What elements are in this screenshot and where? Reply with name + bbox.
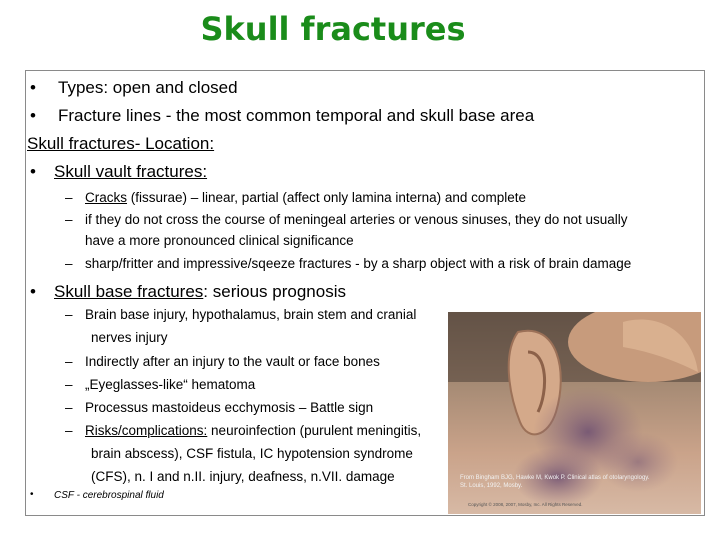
base-item-brain-injury-cont: nerves injury [91,330,168,345]
fracture-lines-bullet: Fracture lines - the most common temporal and skull base area [58,106,535,125]
bullet-icon: • [30,162,36,181]
dash-icon: – [65,423,73,438]
photo-caption [460,474,650,490]
base-item-risks-cont-1: brain abscess), CSF fistula, IC hypotension syndrome [91,446,413,461]
bullet-icon: • [30,282,36,301]
bullet-icon: • [30,106,36,125]
types-bullet: Types: open and closed [58,78,238,97]
bullet-icon: • [30,78,36,97]
photo-copyright: Copyright © 2008, 2007, Mosby, Inc. All Rights Reserved. [468,502,583,507]
dash-icon: – [65,354,73,369]
dash-icon: – [65,212,73,227]
base-heading: Skull base fractures: serious prognosis [54,282,346,301]
photo-caption-line-2: St. Louis, 1992, Mosby. [460,483,523,489]
base-item-battle-sign: Processus mastoideus ecchymosis – Battle sign [85,400,374,415]
dash-icon: – [65,256,73,271]
dash-icon: – [65,307,73,322]
dash-icon: – [65,190,73,205]
base-item-brain-injury: Brain base injury, hypothalamus, brain stem and cranial [85,307,417,322]
vault-item-significance: if they do not cross the course of meningeal arteries or venous sinuses, they do not usually [85,212,628,227]
slide-title: Skull fractures [200,10,466,48]
battle-sign-photo [448,312,701,514]
vault-item-significance-cont: have a more pronounced clinical significance [85,233,354,248]
location-heading: Skull fractures- Location: [27,134,215,153]
photo-caption-line-1: From Bingham BJG, Hawke M, Kwok P. Clinical atlas of otolaryngology. [460,475,650,481]
base-item-risks-cont-2: (CFS), n. I and n.II. injury, deafness, n.VII. damage [91,469,395,484]
base-item-indirect: Indirectly after an injury to the vault or face bones [85,354,380,369]
base-item-risks: Risks/complications: neuroinfection (purulent meningitis, [85,423,422,438]
bullet-icon: • [30,489,34,500]
vault-item-cracks: Cracks (fissurae) – linear, partial (affect only lamina interna) and complete [85,190,526,205]
footnote: CSF - cerebrospinal fluid [54,490,164,501]
vault-item-sharp: sharp/fritter and impressive/sqeeze fractures - by a sharp object with a risk of brain damage [85,256,632,271]
base-item-hematoma: „Eyeglasses-like“ hematoma [85,377,256,392]
dash-icon: – [65,400,73,415]
vault-heading: Skull vault fractures: [54,162,208,181]
dash-icon: – [65,377,73,392]
